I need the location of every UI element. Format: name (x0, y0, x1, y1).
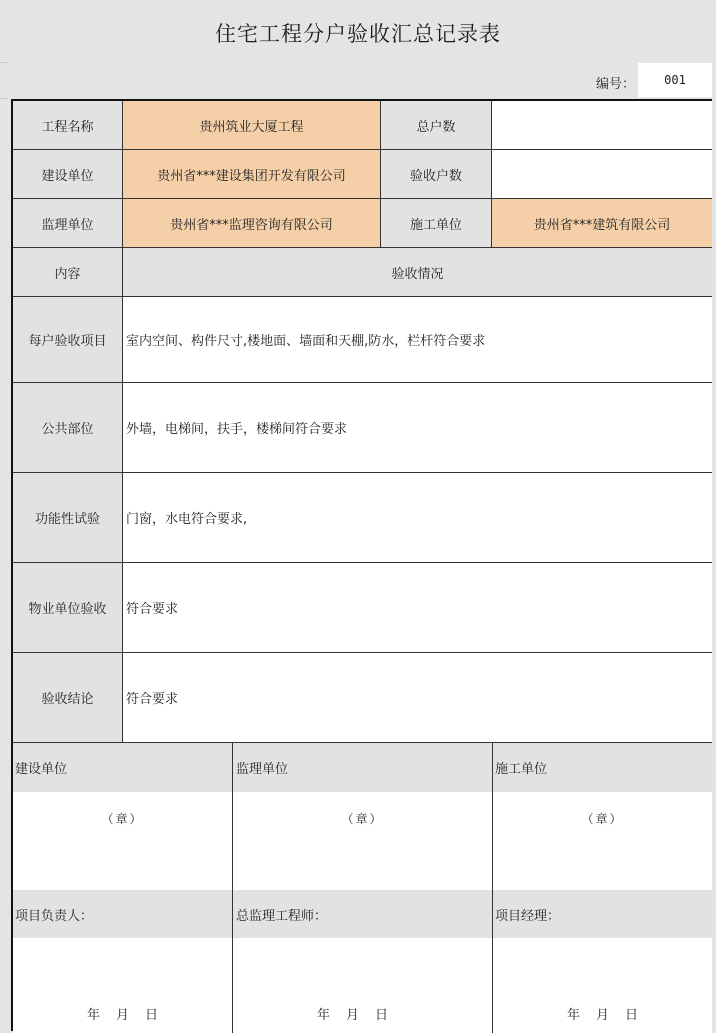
builder-cell[interactable]: 贵州省***建设集团开发有限公司 (123, 150, 381, 199)
row-label: 物业单位验收 (13, 563, 123, 653)
sig-unit-contractor: 施工单位 (495, 762, 548, 777)
row-label: 公共部位 (13, 383, 123, 473)
number-label: 编号： (596, 77, 636, 92)
sig-unit-builder: 建设单位 (15, 762, 68, 777)
sig-date-area-contractor[interactable] (493, 938, 712, 1033)
supervisor-cell[interactable]: 贵州省***监理咨询有限公司 (123, 199, 381, 248)
sig-date-area-builder[interactable] (13, 938, 232, 1033)
project-name-label: 工程名称 (13, 101, 123, 150)
contractor-label: 施工单位 (381, 199, 492, 248)
supervisor-label: 监理单位 (13, 199, 123, 248)
sig-stamp-area-contractor[interactable] (493, 792, 712, 890)
sig-divider (492, 743, 493, 1033)
row-value[interactable]: 符合要求 (123, 653, 712, 743)
sig-date-area-supervisor[interactable] (233, 938, 492, 1033)
accepted-units-label: 验收户数 (381, 150, 492, 199)
month: 月 (595, 1008, 609, 1023)
row-value[interactable]: 室内空间、构件尺寸,楼地面、墙面和天棚,防水，栏杆符合要求 (123, 297, 712, 383)
total-units-cell[interactable] (492, 101, 712, 150)
accepted-units-cell[interactable] (492, 150, 712, 199)
contractor-cell[interactable]: 贵州省***建筑有限公司 (492, 199, 712, 248)
row-gridlines (0, 0, 8, 1031)
row-label: 每户验收项目 (13, 297, 123, 383)
total-units-label: 总户数 (381, 101, 492, 150)
month: 月 (345, 1008, 359, 1023)
date-line (13, 1004, 232, 1023)
sig-person-contractor: 项目经理： (495, 908, 561, 924)
sig-person-builder: 项目负责人： (15, 908, 94, 924)
sig-stamp-area-supervisor[interactable] (233, 792, 492, 890)
row-value[interactable]: 外墙，电梯间，扶手，楼梯间符合要求 (123, 383, 712, 473)
content-header-value: 验收情况 (123, 248, 712, 297)
page-title: 住宅工程分户验收汇总记录表 (215, 22, 501, 46)
year: 年 (316, 1008, 330, 1023)
project-name-cell[interactable]: 贵州筑业大厦工程 (123, 101, 381, 150)
acceptance-form (11, 99, 712, 1031)
year: 年 (566, 1008, 580, 1023)
stamp-mark: （章） (341, 812, 384, 826)
date-line (223, 1004, 482, 1023)
year: 年 (86, 1008, 100, 1023)
sig-person-supervisor: 总监理工程师： (236, 908, 328, 924)
sig-stamp-area-builder[interactable] (13, 792, 232, 890)
row-label: 验收结论 (13, 653, 123, 743)
row-value[interactable]: 门窗，水电符合要求, (123, 473, 712, 563)
content-header-label: 内容 (13, 248, 123, 297)
row-value[interactable]: 符合要求 (123, 563, 712, 653)
date-line (493, 1004, 712, 1023)
row-label: 功能性试验 (13, 473, 123, 563)
stamp-mark: （章） (101, 812, 144, 826)
sig-unit-supervisor: 监理单位 (236, 762, 289, 777)
month: 月 (115, 1008, 129, 1023)
number-value-cell[interactable]: 001 (638, 63, 712, 97)
sig-divider (232, 743, 233, 1033)
stamp-mark: （章） (581, 812, 624, 826)
builder-label: 建设单位 (13, 150, 123, 199)
day: 日 (625, 1008, 639, 1023)
day: 日 (145, 1008, 159, 1023)
day: 日 (375, 1008, 389, 1023)
